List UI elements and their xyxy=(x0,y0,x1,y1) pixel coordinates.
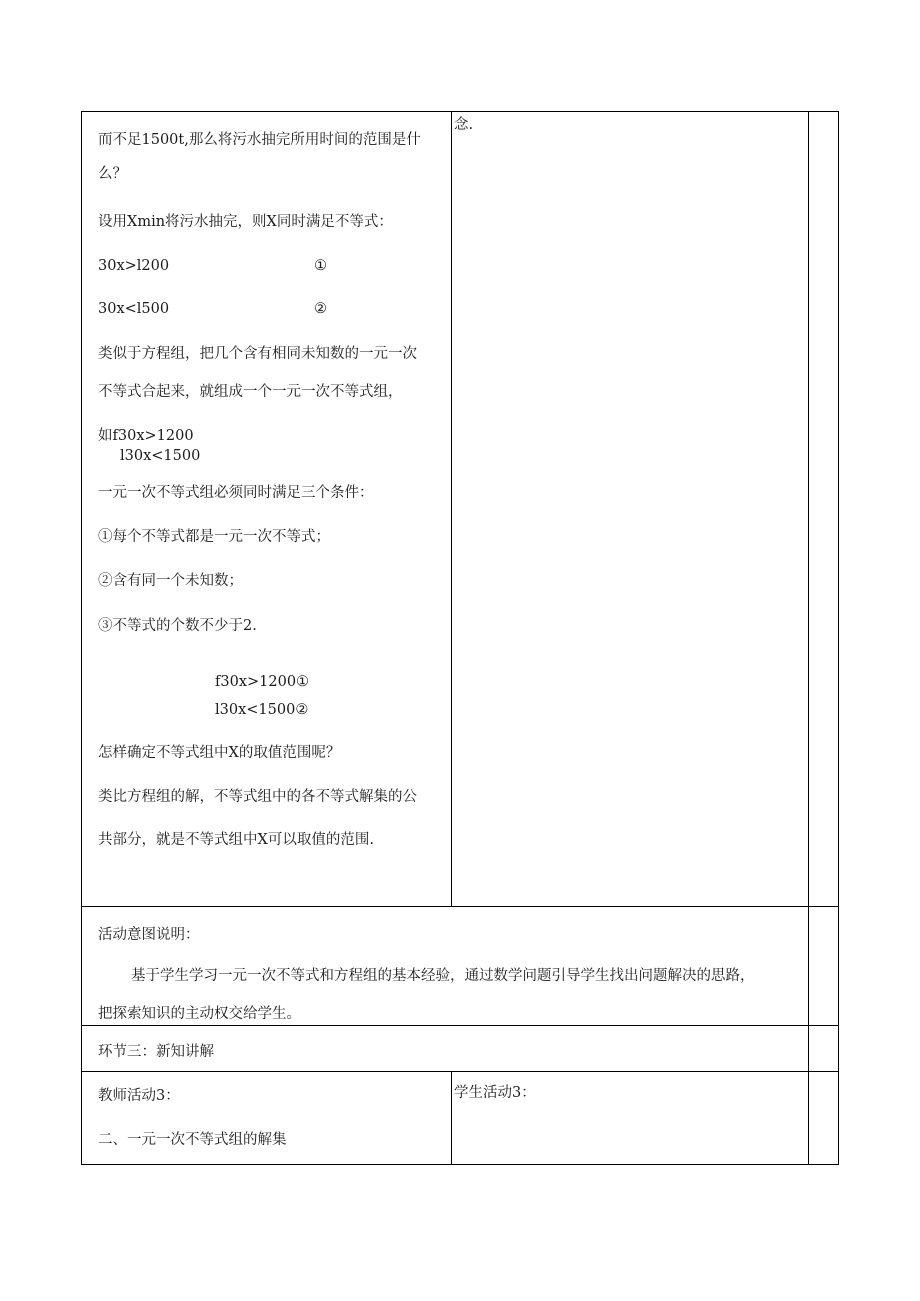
condition-3: ③不等式的个数不少于2. xyxy=(98,618,257,634)
teacher-activity-label: 教师活动3： xyxy=(98,1088,180,1104)
paragraph-5: 怎样确定不等式组中X的取值范围呢？ xyxy=(98,745,341,761)
table-border-bottom xyxy=(81,1164,839,1165)
system-2-line-2: l30x<1500② xyxy=(215,702,309,718)
inequality-2: 30x<l500 xyxy=(98,301,170,317)
column-divider-activity xyxy=(451,1071,452,1165)
row-divider-section3 xyxy=(81,1025,839,1026)
paragraph-4: 一元一次不等式组必须同时满足三个条件： xyxy=(98,485,374,501)
student-activity-label: 学生活动3： xyxy=(454,1085,536,1101)
paragraph-6-line-1: 类比方程组的解，不等式组中的各不等式解集的公 xyxy=(98,789,417,805)
condition-1: ①每个不等式都是一元一次不等式； xyxy=(98,529,330,545)
inequality-1-mark: ① xyxy=(314,258,327,274)
paragraph-2: 设用Xmin将污水抽完，则X同时满足不等式： xyxy=(98,214,393,230)
inequality-2-mark: ② xyxy=(314,301,327,317)
intent-title: 活动意图说明： xyxy=(98,927,200,943)
row-divider-activity xyxy=(81,1071,839,1072)
right-cell-text: 念. xyxy=(454,117,474,133)
inequality-1: 30x>l200 xyxy=(98,258,170,274)
row-divider-intent xyxy=(81,906,839,907)
paragraph-3-line-1: 类似于方程组，把几个含有相同未知数的一元一次 xyxy=(98,346,417,362)
paragraph-3-line-2: 不等式合起来，就组成一个一元一次不等式组， xyxy=(98,384,403,400)
teacher-activity-heading: 二、一元一次不等式组的解集 xyxy=(98,1132,287,1148)
system-2-line-1: f30x>1200① xyxy=(215,674,310,690)
intent-body-line-1: 基于学生学习一元一次不等式和方程组的基本经验，通过数学问题引导学生找出问题解决的思路， xyxy=(131,968,755,984)
system-1-line-2: l30x<1500 xyxy=(120,448,201,464)
section-3-title: 环节三：新知讲解 xyxy=(98,1044,214,1060)
column-divider-narrow xyxy=(808,111,809,1165)
paragraph-1-line-1: 而不足1500t,那么将污水抽完所用时间的范围是什 xyxy=(98,132,421,148)
paragraph-1-line-2: 么？ xyxy=(98,166,127,182)
condition-2: ②含有同一个未知数； xyxy=(98,573,243,589)
system-1-line-1: 如f30x>1200 xyxy=(98,428,194,444)
paragraph-6-line-2: 共部分，就是不等式组中X可以取值的范围. xyxy=(98,832,374,848)
table-border-left xyxy=(81,111,82,1165)
column-divider-upper xyxy=(451,111,452,907)
table-border-top xyxy=(81,111,839,112)
intent-body-line-2: 把探索知识的主动权交给学生。 xyxy=(98,1006,301,1022)
table-border-right xyxy=(838,111,839,1165)
